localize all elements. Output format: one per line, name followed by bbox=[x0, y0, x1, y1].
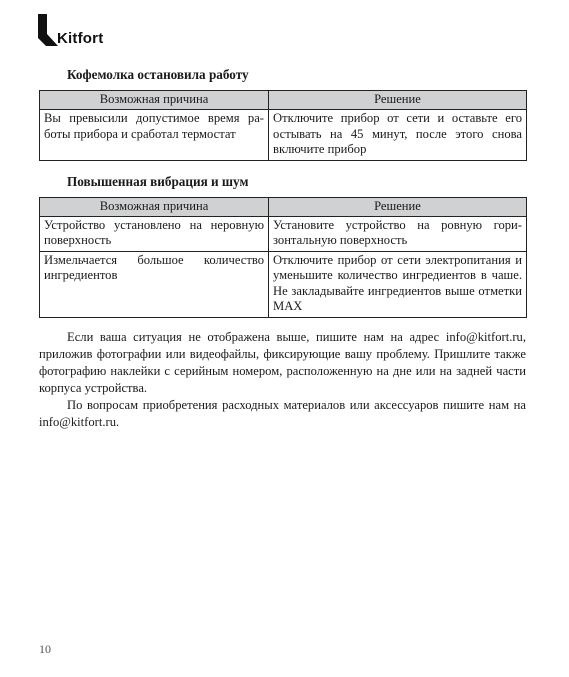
page-number: 10 bbox=[39, 642, 51, 656]
column-header-cause: Возможная причина bbox=[40, 197, 269, 216]
solution-cell: Установите устройство на ровную горизонтальную поверхность bbox=[269, 216, 527, 251]
solution-cell: Отключите прибор от сети и оставьте его остывать на 45 минут, после этого снова включите прибор bbox=[269, 110, 527, 161]
brand-logo bbox=[38, 14, 118, 48]
table-row bbox=[40, 216, 527, 251]
cause-cell: Устройство установлено на неровную поверхность bbox=[40, 216, 269, 251]
solution-cell: Отключите прибор от сети электропитания и уменьшите количество ингредиентов в чаше. Не закладывайте ингредиентов выше отметки MAX bbox=[269, 251, 527, 317]
table-row bbox=[40, 251, 527, 317]
troubleshooting-table-stopped bbox=[39, 90, 527, 161]
cause-cell: Измельчается большое количество ингредиентов bbox=[40, 251, 269, 317]
table-header-row bbox=[40, 91, 527, 110]
column-header-solution: Решение bbox=[269, 197, 527, 216]
column-header-solution: Решение bbox=[269, 91, 527, 110]
contact-paragraph: Если ваша ситуация не отображена выше, пишите нам на адрес info@kitfort.ru, приложив фотографии или видеофайлы, фиксирующие вашу проблему. Пришлите также фотографию наклейки с серийным номером, расположенную на дне или на задней части корпуса устройства. bbox=[39, 329, 526, 395]
kitfort-logo-icon bbox=[38, 14, 58, 46]
table-row bbox=[40, 110, 527, 161]
troubleshooting-content bbox=[39, 67, 526, 431]
section-title-vibration: Повышенная вибрация и шум bbox=[67, 173, 249, 189]
accessories-paragraph: По вопросам приобретения расходных материалов или аксессуаров пишите нам на info@kitfort.ru. bbox=[39, 397, 526, 429]
cause-cell: Вы превысили допустимое время работы прибора и сработал термостат bbox=[40, 110, 269, 161]
brand-name: Kitfort bbox=[57, 30, 104, 47]
troubleshooting-table-vibration bbox=[39, 197, 527, 318]
column-header-cause: Возможная причина bbox=[40, 91, 269, 110]
contact-text bbox=[39, 329, 526, 431]
table-header-row bbox=[40, 197, 527, 216]
section-title-stopped: Кофемолка остановила работу bbox=[67, 67, 249, 82]
